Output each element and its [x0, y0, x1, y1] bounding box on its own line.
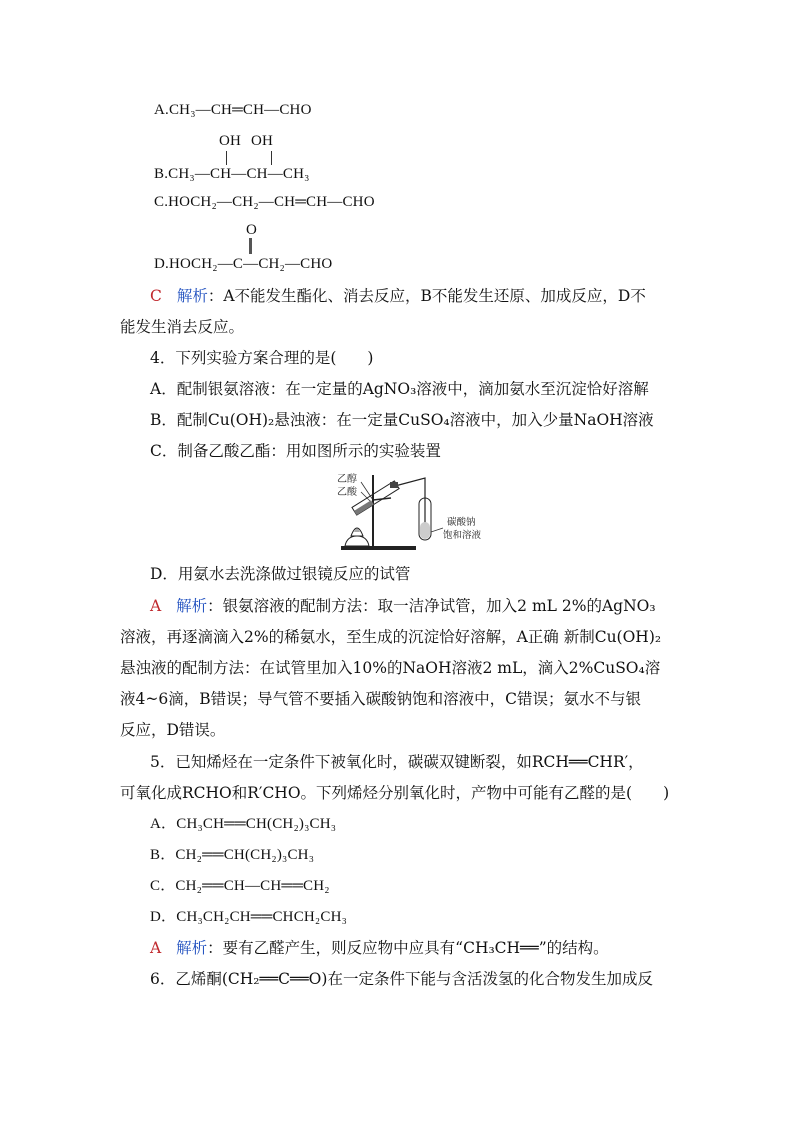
q5-option-a: A．CH₃CH══CH(CH₂)₃CH₃ [150, 816, 337, 832]
q3-option-b-hydroxyls: OH OH [219, 133, 274, 149]
q3-option-b-bond-1 [226, 151, 227, 165]
answer-q5-line [150, 938, 609, 958]
figure-label-solution1: 碳酸钠 [447, 517, 476, 528]
answer-q4-letter: A [150, 597, 162, 615]
esterification-apparatus-figure [333, 470, 493, 555]
answer-q4-line5: 反应，D错误。 [120, 721, 226, 739]
figure-label-reagent1: 乙醇 [337, 474, 357, 485]
q3-option-d-oxygen: O [246, 222, 258, 238]
q3-option-b: B.CH₃—CH—CH—CH₃ [154, 166, 310, 182]
q3-option-c: C.HOCH₂—CH₂—CH═CH—CHO [154, 194, 375, 210]
q4-option-c: C．制备乙酸乙酯：用如图所示的实验装置 [150, 442, 441, 460]
answer-q4-label: 解析 [176, 597, 208, 615]
q3-option-b-bond-2 [271, 151, 272, 165]
answer-q4-line4: 液4~6滴，B错误；导气管不要插入碳酸钠饱和溶液中，C错误；氨水不与银 [120, 690, 641, 708]
q3-option-a: A.CH₃—CH═CH—CHO [154, 102, 312, 118]
answer-q3-line1 [150, 286, 646, 306]
q4-option-b: B．配制Cu(OH)₂悬浊液：在一定量CuSO₄溶液中，加入少量NaOH溶液 [150, 411, 654, 429]
answer-q3-label: 解析 [176, 287, 208, 305]
answer-q5-text: ：要有乙醛产生，则反应物中应具有“CH₃CH══”的结构。 [207, 939, 609, 957]
answer-q4-text1: ：银氨溶液的配制方法：取一洁净试管，加入2 mL 2%的AgNO₃ [207, 597, 656, 615]
answer-q4-line3: 悬浊液的配制方法：在试管里加入10%的NaOH溶液2 mL，滴入2%CuSO₄溶 [120, 659, 661, 677]
q5-option-c: C．CH₂══CH—CH══CH₂ [150, 878, 330, 894]
q5-option-b: B．CH₂══CH(CH₂)₃CH₃ [150, 847, 315, 863]
answer-q3-line2: 能发生消去反应。 [120, 318, 245, 336]
answer-q5-label: 解析 [176, 939, 208, 957]
figure-label-reagent2: 乙酸 [337, 487, 357, 498]
q4-option-a: A．配制银氨溶液：在一定量的AgNO₃溶液中，滴加氨水至沉淀恰好溶解 [150, 380, 649, 398]
q5-stem-line1: 5．已知烯烃在一定条件下被氧化时，碳碳双键断裂，如RCH══CHR′， [150, 753, 644, 771]
figure-label-solution2: 饱和溶液 [443, 530, 482, 541]
q4-option-d: D．用氨水去洗涤做过银镜反应的试管 [150, 565, 411, 583]
answer-q5-letter: A [150, 939, 162, 957]
q6-stem: 6．乙烯酮(CH₂══C══O)在一定条件下能与含活泼氢的化合物发生加成反 [150, 970, 653, 988]
q5-stem-line2: 可氧化成RCHO和R′CHO。下列烯烃分别氧化时，产物中可能有乙醛的是( ) [120, 784, 670, 802]
answer-q4-line2: 溶液，再逐滴滴入2%的稀氨水，至生成的沉淀恰好溶解，A正确 新制Cu(OH)₂ [120, 628, 662, 646]
answer-q3-letter: C [150, 287, 162, 305]
answer-q3-text1: ：A不能发生酯化、消去反应，B不能发生还原、加成反应，D不 [207, 287, 646, 305]
q4-stem: 4．下列实验方案合理的是( ) [150, 349, 374, 367]
answer-q4-line1 [150, 596, 656, 616]
q3-option-d-double-bond [249, 238, 252, 254]
q3-option-d: D.HOCH₂—C—CH₂—CHO [154, 256, 333, 272]
q5-option-d: D．CH₃CH₂CH══CHCH₂CH₃ [150, 909, 348, 925]
